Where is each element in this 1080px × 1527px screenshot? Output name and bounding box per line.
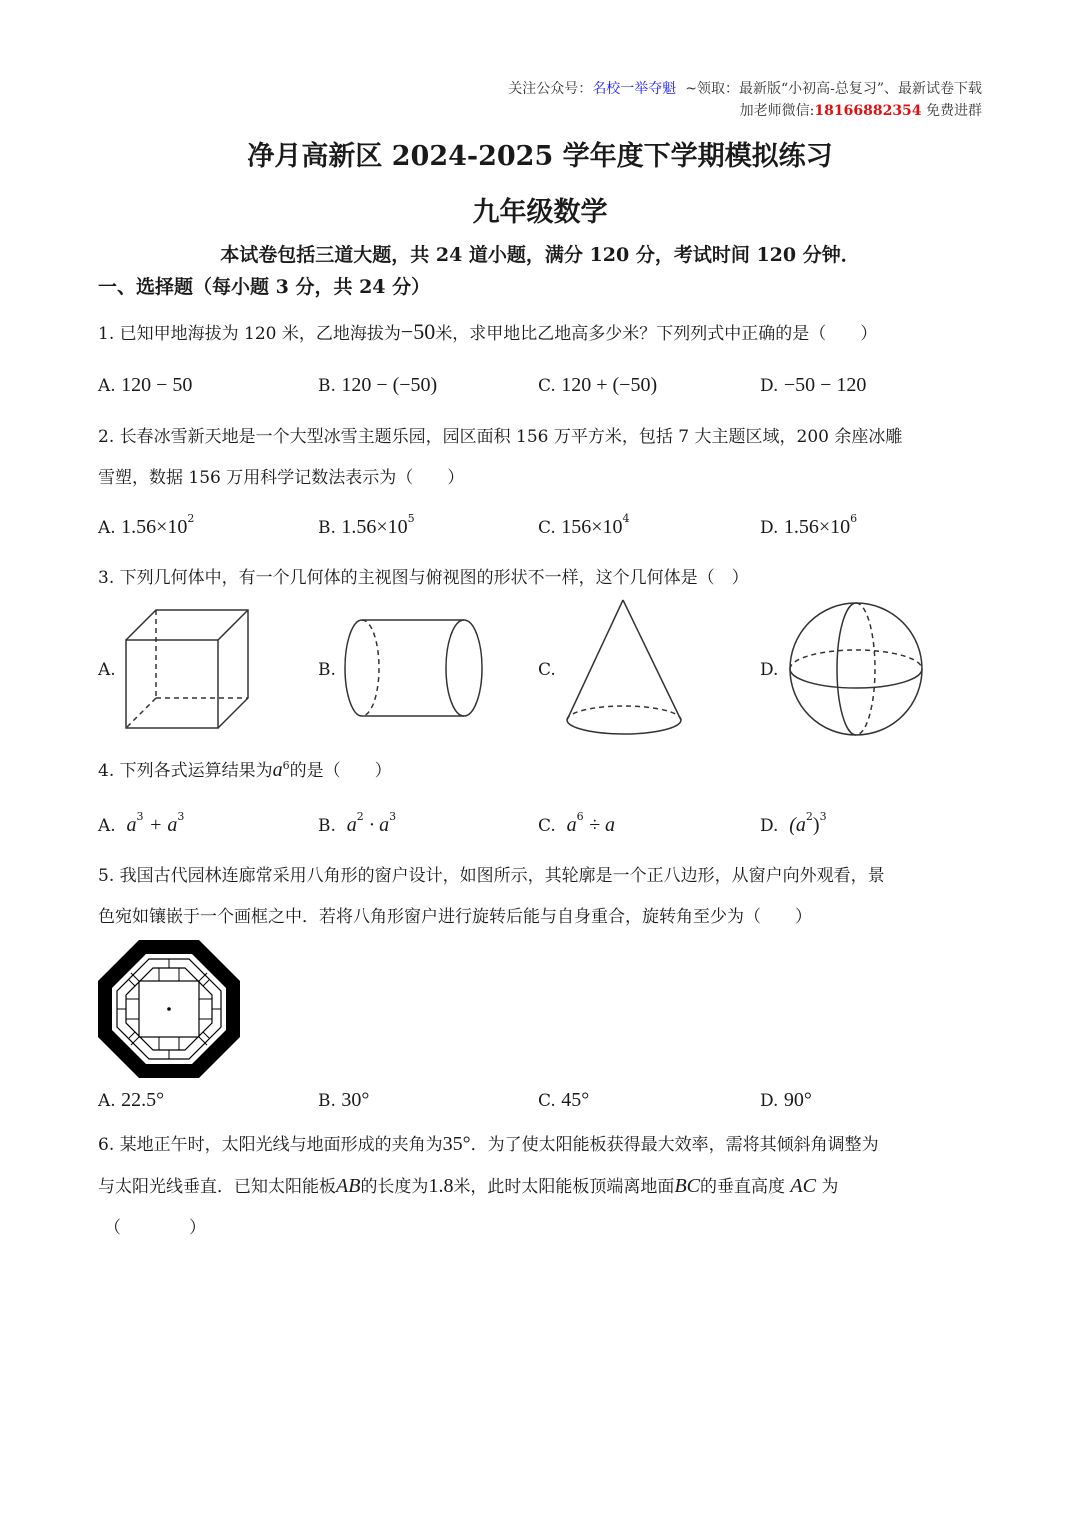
page-title: 净月高新区 2024-2025 学年度下学期模拟练习	[247, 141, 833, 172]
question-2-line-1: 2. 长春冰雪新天地是一个大型冰雪主题乐园，园区面积 156 万平方米，包括 7 大主题区域，200 余座冰雕	[98, 427, 903, 447]
option-exp: 6	[850, 512, 858, 525]
page-subtitle: 九年级数学	[472, 197, 608, 228]
q6-text: 米，此时太阳能板顶端离地面	[453, 1177, 675, 1197]
expr-sup: 3	[389, 810, 397, 823]
option-label: D.	[760, 376, 779, 396]
q4-exp: 6	[282, 759, 290, 772]
expr-part: (a	[789, 814, 806, 836]
expr-sup: 6	[576, 810, 584, 823]
q4-text-a: 4. 下列各式运算结果为	[98, 761, 273, 781]
q3-option-d-label[interactable]: D.	[760, 660, 779, 680]
q1-option-b[interactable]	[318, 374, 437, 397]
question-5-line-1: 5. 我国古代园林连廊常采用八角形的窗户设计，如图所示，其轮廓是一个正八边形，从窗户向外观看，景	[98, 866, 885, 886]
option-label: A.	[98, 816, 116, 836]
option-expr: 22.5°	[121, 1089, 165, 1111]
expr-sup: 2	[356, 810, 364, 823]
question-2-line-2: 雪塑，数据 156 万用科学记数法表示为（ ）	[98, 468, 465, 488]
option-base: 1.56×10	[783, 516, 851, 538]
q4-option-d[interactable]	[760, 810, 827, 837]
q4-option-b[interactable]	[318, 810, 397, 837]
q6-angle: 35°	[442, 1133, 471, 1155]
question-6-line-1	[98, 1132, 988, 1157]
option-expr: 120 + (−50)	[561, 374, 658, 396]
q6-segment: AB	[336, 1175, 361, 1197]
option-expr: 120 − 50	[121, 374, 193, 396]
option-label: D.	[760, 816, 779, 836]
q5-option-d[interactable]	[760, 1089, 812, 1112]
q3-option-c-label[interactable]: C.	[538, 660, 556, 680]
option-exp: 5	[407, 512, 415, 525]
option-label: C.	[538, 376, 556, 396]
option-expr: 90°	[783, 1089, 812, 1111]
expr-sup: 3	[177, 810, 185, 823]
q6-segment: BC	[674, 1175, 700, 1197]
expr-part: a	[346, 814, 357, 836]
option-label: A.	[98, 376, 116, 396]
option-label: C.	[538, 518, 556, 538]
q6-text: 6. 某地正午时，太阳光线与地面形成的夹角为	[98, 1135, 443, 1155]
q1-text-b: 米，求甲地比乙地高多少米？下列列式中正确的是（ ）	[435, 324, 878, 344]
q5-option-c[interactable]	[538, 1089, 589, 1112]
q2-option-c[interactable]	[538, 512, 630, 539]
q6-text: 为	[821, 1177, 839, 1197]
q1-value: −50	[400, 319, 436, 344]
option-expr: −50 − 120	[783, 374, 867, 396]
expr-part: )	[812, 814, 820, 836]
expr-sup: 3	[819, 810, 827, 823]
option-base: 1.56×10	[121, 516, 188, 538]
option-label: C.	[538, 816, 556, 836]
option-label: B.	[318, 518, 336, 538]
question-5-line-2: 色宛如镶嵌于一个画框之中．若将八角形窗户进行旋转后能与自身重合，旋转角至少为（ ）	[98, 907, 812, 927]
question-3: 3. 下列几何体中，有一个几何体的主视图与俯视图的形状不一样，这个几何体是（ ）	[98, 568, 749, 588]
cylinder-icon	[342, 618, 492, 720]
wechat-prefix: 加老师微信:	[739, 103, 815, 119]
sphere-icon	[786, 602, 928, 738]
option-label: A.	[98, 1091, 116, 1111]
cube-icon	[120, 604, 260, 734]
header-line-1	[508, 78, 982, 98]
q1-option-c[interactable]	[538, 374, 657, 397]
q6-length: 1.8	[428, 1175, 454, 1197]
q3-option-b-label[interactable]: B.	[318, 660, 336, 680]
expr-part: a	[126, 814, 137, 836]
q4-text-b: 的是（ ）	[289, 761, 392, 781]
option-expr: 30°	[341, 1089, 370, 1111]
q6-text: ．为了使太阳能板获得最大效率，需将其倾斜角调整为	[470, 1135, 879, 1155]
option-label: D.	[760, 518, 779, 538]
header-prefix: 关注公众号：	[508, 81, 593, 97]
q1-text-a: 1. 已知甲地海拔为 120 米，乙地海拔为	[98, 324, 401, 344]
q1-option-a[interactable]	[98, 374, 192, 397]
q2-option-a[interactable]	[98, 512, 195, 539]
q6-segment: AC	[790, 1175, 816, 1197]
header-line-2	[740, 100, 982, 120]
expr-part: ÷ a	[589, 814, 616, 836]
option-base: 156×10	[561, 516, 623, 538]
account-name: 名校一举夺魁	[592, 81, 677, 97]
q4-var: a	[272, 759, 283, 781]
q5-option-b[interactable]	[318, 1089, 369, 1112]
option-label: D.	[760, 1091, 779, 1111]
question-6-line-2	[98, 1174, 988, 1199]
octagon-window-icon	[98, 940, 240, 1078]
q2-option-d[interactable]	[760, 512, 858, 539]
cone-icon	[562, 596, 688, 738]
option-exp: 2	[187, 512, 195, 525]
q4-option-a[interactable]	[98, 810, 185, 837]
question-4	[98, 758, 988, 783]
q1-option-d[interactable]	[760, 374, 866, 397]
section-heading: 一、选择题（每小题 3 分，共 24 分）	[98, 276, 431, 298]
q6-text: 的长度为	[360, 1177, 429, 1197]
question-1	[98, 320, 988, 346]
q2-option-b[interactable]	[318, 512, 415, 539]
option-base: 1.56×10	[341, 516, 408, 538]
question-6-answer-bracket: （ ）	[104, 1218, 206, 1238]
expr-part: + a	[148, 814, 178, 836]
option-label: B.	[318, 376, 336, 396]
option-expr: 45°	[561, 1089, 590, 1111]
option-label: A.	[98, 518, 116, 538]
option-expr: 120 − (−50)	[341, 374, 438, 396]
expr-sup: 2	[805, 810, 813, 823]
option-exp: 4	[622, 512, 630, 525]
expr-part: · a	[369, 814, 390, 836]
option-label: C.	[538, 1091, 556, 1111]
option-label: B.	[318, 816, 336, 836]
q6-text: 与太阳光线垂直．已知太阳能板	[98, 1177, 336, 1197]
q5-option-a[interactable]	[98, 1089, 164, 1112]
exam-intro: 本试卷包括三道大题，共 24 道小题，满分 120 分，考试时间 120 分钟．	[220, 244, 860, 266]
q6-text: 的垂直高度	[700, 1177, 785, 1197]
expr-part: a	[566, 814, 577, 836]
wechat-suffix: 免费进群	[926, 103, 982, 119]
expr-sup: 3	[136, 810, 144, 823]
q4-option-c[interactable]	[538, 810, 616, 837]
q3-option-a-label[interactable]: A.	[98, 660, 116, 680]
phone-number: 18166882354	[814, 103, 922, 119]
option-label: B.	[318, 1091, 336, 1111]
header-suffix: ~领取：最新版“小初高-总复习”、最新试卷下载	[685, 81, 982, 97]
